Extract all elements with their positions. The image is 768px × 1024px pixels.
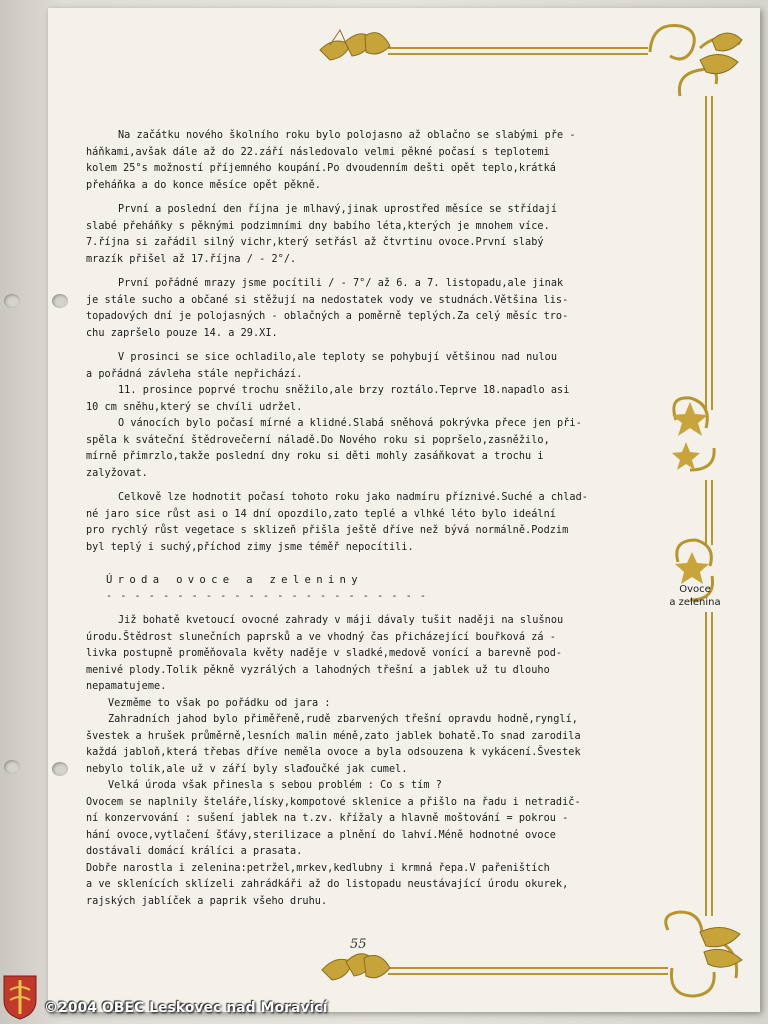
paragraph-line: a ve sklenících sklízeli zahrádkáři až do listopadu neustávající úrodu okurek, bbox=[86, 879, 569, 890]
margin-label bbox=[655, 583, 735, 609]
paragraph-line: 10 cm sněhu,který se chvíli udržel. bbox=[86, 401, 303, 413]
paragraph-line: mrazík přišel až 17.října / - 2°/. bbox=[86, 253, 297, 265]
paragraph-line: kolem 25°s možností příjemného koupání.Po dvoudenním dešti opět teplo,krátká bbox=[86, 163, 556, 174]
paragraph-line: chu zapršelo pouze 14. a 29.XI. bbox=[86, 327, 278, 339]
paragraph-line: Dobře narostla i zelenina:petržel,mrkev,kedlubny i krmná řepa.V pařeništích bbox=[86, 862, 550, 874]
coat-of-arms-icon bbox=[2, 974, 38, 1020]
paragraph-line: První pořádné mrazy jsme pocítili / - 7°/ až 6. a 7. listopadu,ale jinak bbox=[118, 278, 564, 289]
paragraph-line: Celkově lze hodnotit počasí tohoto roku jako nadmíru příznivé.Suché a chlad- bbox=[118, 492, 588, 503]
paragraph-line: né jaro sice růst asi o 14 dní opozdilo,zato teplé a vlhké léto bylo ideální bbox=[86, 508, 556, 520]
margin-label-line: Ovoce bbox=[679, 584, 711, 595]
paragraph-line: V prosinci se sice ochladilo,ale teploty se pohybují většinou nad nulou bbox=[118, 352, 558, 363]
paragraph-line: ní konzervování : sušení jablek na t.zv. křížaly a hlavně moštování = pokrou - bbox=[86, 813, 569, 824]
paragraph-line: Vezměme to však po pořádku od jara : bbox=[108, 697, 331, 709]
paragraph-line: O vánocích bylo počasí mírné a klidné.Slabá sněhová pokrývka přece jen při- bbox=[118, 418, 582, 429]
paragraph-line: Zahradních jahod bylo přiměřeně,rudě zbarvených třešní opravdu hodně,rynglí, bbox=[108, 714, 578, 725]
copyright-footer: ©2004 OBEC Leskovec nad Moravicí bbox=[44, 1000, 328, 1016]
paragraph-line: Na začátku nového školního roku bylo polojasno až oblačno se slabými pře - bbox=[118, 130, 576, 141]
paragraph-line: každá jabloň,která třebas dříve neměla ovoce a byla odsouzena k vykácení.Švestek bbox=[86, 747, 581, 758]
paragraph-line: menivé plody.Tolik pěkně vyzrálých a lahodných třešní a jablek už tu dlouho bbox=[86, 664, 550, 676]
paragraph-line: rajských jablíček a paprik všeho druhu. bbox=[86, 895, 328, 907]
paragraph-line: Již bohatě kvetoucí ovocné zahrady v máji dávaly tušit naději na slušnou bbox=[118, 615, 564, 626]
paragraph-line: spěla k sváteční štědrovečerní náladě.Do Nového roku si popršelo,zasněžilo, bbox=[86, 434, 550, 446]
paragraph-line: 11. prosince poprvé trochu sněžilo,ale brzy roztálo.Teprve 18.napadlo asi bbox=[118, 385, 570, 396]
margin-label-line: a zelenina bbox=[669, 597, 721, 608]
paragraph-line: Ovocem se naplnily šteláře,lísky,kompotové sklenice a přišlo na řadu i netradič- bbox=[86, 796, 581, 808]
paragraph-line: pro rychlý růst vegetace s sklizeň přišla ještě dříve než bývá normálně.Podzim bbox=[86, 525, 569, 536]
paragraph-line: zalyžovat. bbox=[86, 467, 148, 479]
paragraph-line: livka postupně proměňovala květy naděje v sladké,medově vonící a barevně pod- bbox=[86, 648, 563, 659]
star-icon bbox=[672, 402, 708, 470]
paragraph-line: nepamatujeme. bbox=[86, 681, 167, 692]
paragraph-line: Velká úroda však přinesla s sebou problém : Co s tím ? bbox=[108, 780, 442, 791]
paragraph-line: 7.října si zařádil silný vichr,který setřásl až čtvrtinu ovoce.První slabý bbox=[86, 237, 544, 248]
paragraph-line: přeháňka a do konce měsíce opět pěkně. bbox=[86, 179, 321, 191]
typewritten-text bbox=[86, 128, 641, 910]
paragraph-line: slabé přeháňky s pěknými podzimními dny babího léta,kterých je mnohem více. bbox=[86, 220, 550, 232]
leaf-ornament-top-icon bbox=[320, 30, 390, 60]
leaf-ornament-corner-icon bbox=[700, 33, 742, 74]
page-number: 55 bbox=[350, 937, 367, 952]
paragraph-line: byl teplý i suchý,příchod zimy jsme téměř nepocítili. bbox=[86, 541, 414, 553]
section-heading: Úroda ovoce a zeleniny bbox=[106, 574, 363, 586]
star-2-icon bbox=[675, 552, 709, 584]
paragraph-line: je stále sucho a občané si stěžují na nedostatek vody ve studnách.Většina lis- bbox=[86, 294, 569, 306]
leaf-ornament-bottom-right-icon bbox=[700, 927, 742, 967]
paragraph-line: úrodu.Štědrost slunečních paprsků a ve vhodný čas přicházející bouřková zá - bbox=[86, 631, 556, 643]
paragraph-line: háňkami,avšak dále až do 22.září následovalo velmi pěkné počasí s teplotemi bbox=[86, 146, 550, 158]
paragraph-line: topadových dní je polojasných - oblačných a poměrně teplých.Za celý měsíc tro- bbox=[86, 311, 569, 322]
paragraph-line: dostávali domácí králíci a prasata. bbox=[86, 846, 303, 857]
paragraph-line: švestek a hrušek průměrně,lesních malin méně,zato jablek bohatě.To snad zarodila bbox=[86, 730, 581, 742]
leaf-ornament-bottom-icon bbox=[322, 954, 390, 980]
paragraph-line: První a poslední den října je mlhavý,jinak uprostřed měsíce se střídají bbox=[118, 204, 558, 215]
paragraph-line: hání ovoce,vytlačení šťávy,sterilizace a plnění do lahví.Méně hodnotné ovoce bbox=[86, 829, 556, 841]
heading-rule: - - - - - - - - - - - - - - - - - - - - - - - bbox=[106, 590, 428, 602]
paragraph-line: mírně přimrzlo,takže poslední dny roku si děti mohly zasáňkovat a trochu i bbox=[86, 451, 544, 462]
paragraph-line: a pořádná závleha stále nepřichází. bbox=[86, 368, 303, 380]
paragraph-line: nebylo tolik,ale už v září byly slaďoučké jak cumel. bbox=[86, 763, 408, 775]
